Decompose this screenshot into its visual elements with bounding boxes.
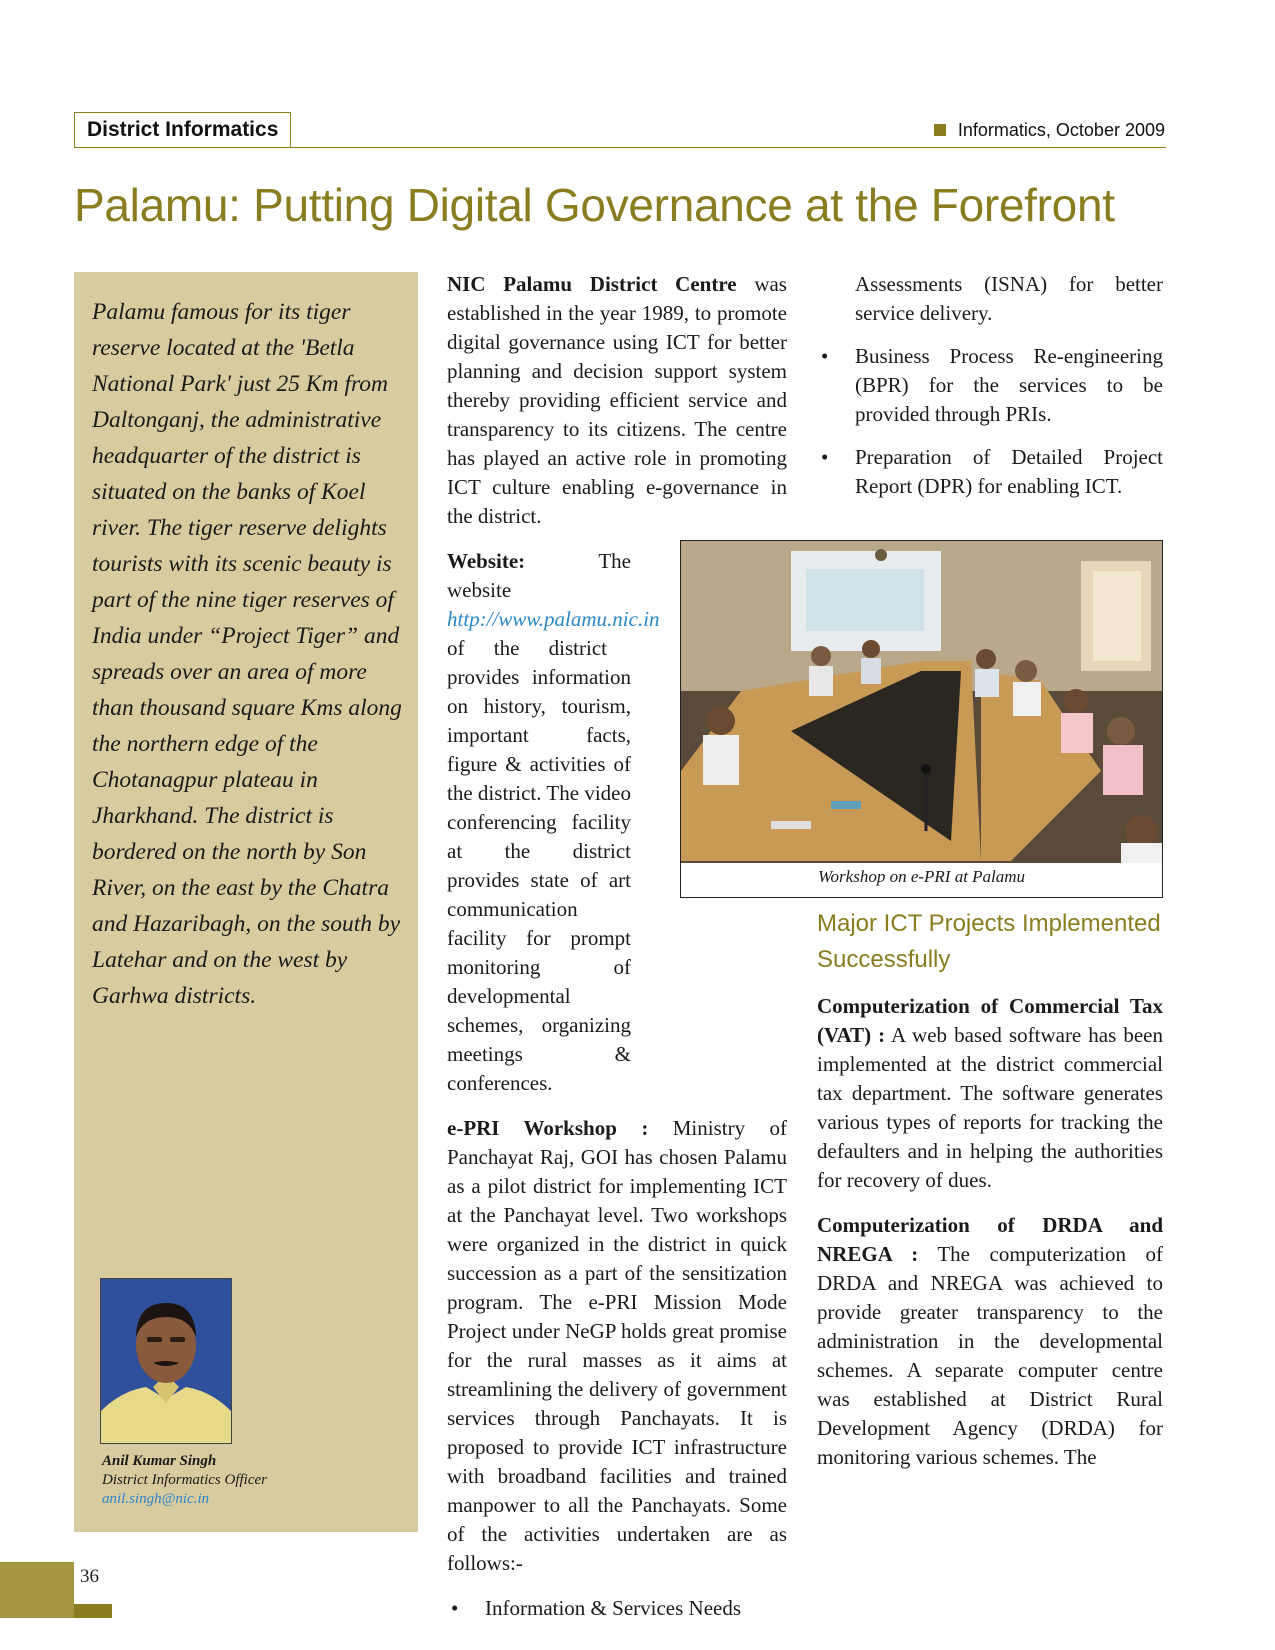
section-label: District Informatics bbox=[74, 112, 291, 147]
author-portrait-image bbox=[101, 1279, 231, 1443]
conference-room-image bbox=[681, 541, 1162, 863]
square-bullet-icon bbox=[934, 124, 946, 136]
article-column-right bbox=[817, 270, 1163, 515]
paragraph-text: The computerization of DRDA and NREGA was achieved to provide greater transparency to the administration in the developmental schemes. A separate computer centre was established at District Rural Development Agency (DRDA) for monitoring various schemes. The bbox=[817, 1242, 1163, 1469]
bullet-icon: • bbox=[821, 344, 829, 368]
list-item-text: Preparation of Detailed Project Report (DPR) for enabling ICT. bbox=[855, 445, 1163, 498]
paragraph-lead: NIC Palamu District Centre bbox=[447, 272, 737, 296]
list-item bbox=[447, 1594, 787, 1623]
paragraph-lead: e-PRI Workshop : bbox=[447, 1116, 649, 1140]
figure-box bbox=[680, 540, 1163, 898]
section-subheading: Major ICT Projects Implemented Successfully bbox=[817, 910, 1161, 973]
list-item bbox=[817, 342, 1163, 429]
sidebar-intro: Palamu famous for its tiger reserve located at the 'Betla National Park' just 25 Km from Daltonganj, the administrative headquarter of the district is situated on the banks of Koel river. The tiger reserve delights tourists with its scenic beauty is part of the nine tiger reserves of India under “Project Tiger” and spreads over an area of more than thousand square Kms along the northern edge of the Chotanagpur plateau in Jharkhand. The district is bordered on the north by Son River, on the east by the Chatra and Hazaribagh, on the south by Latehar and on the west by Garhwa districts. bbox=[92, 299, 402, 1009]
paragraph-text: was established in the year 1989, to promote digital governance using ICT for better planning and decision support system thereby providing efficient service and transparency to its citizens. The centre has played an active role in promoting ICT culture enabling e-governance in the district. bbox=[447, 272, 787, 528]
article-title: Palamu: Putting Digital Governance at the Forefront bbox=[74, 179, 1115, 231]
activity-list-continued bbox=[817, 342, 1163, 501]
paragraph-drda bbox=[817, 1211, 1163, 1472]
paragraph-lead: Computerization of DRDA and NREGA : bbox=[817, 1213, 1163, 1266]
figure-caption: Workshop on e-PRI at Palamu bbox=[817, 867, 1026, 886]
author-email-link[interactable]: anil.singh@nic.in bbox=[102, 1491, 210, 1507]
workshop-photo bbox=[681, 541, 1162, 863]
paragraph-vat bbox=[817, 992, 1163, 1195]
list-continuation: Assessments (ISNA) for better service delivery. bbox=[855, 272, 1163, 325]
issue-label bbox=[934, 120, 1165, 141]
page-number: 36 bbox=[80, 1566, 99, 1587]
issue-text: Informatics, October 2009 bbox=[957, 120, 1165, 140]
activity-list bbox=[447, 1594, 787, 1623]
paragraph-text: The website bbox=[447, 549, 631, 602]
author-info bbox=[102, 1452, 267, 1509]
website-link[interactable]: http://www.palamu.nic.in bbox=[447, 607, 660, 631]
article-column-right-lower bbox=[817, 906, 1163, 1488]
article-column-middle bbox=[447, 270, 787, 1637]
paragraph-lead: Computerization of Commercial Tax (VAT) : bbox=[817, 994, 1163, 1047]
footer-block bbox=[0, 1562, 74, 1618]
paragraph-text: Ministry of Panchayat Raj, GOI has chosen Palamu as a pilot district for implementing ICT at the Panchayat level. Two workshops were organized in the district in quick succession as a part of the sensitization program. The e-PRI Mission Mode Project under NeGP holds great promise for the rural masses as it aims at streamlining the delivery of government services through Panchayats. It is proposed to provide ICT infrastructure with broadband facilities and trained manpower to all the Panchayats. Some of the activities undertaken are as follows:- bbox=[447, 1116, 787, 1575]
paragraph-nic-centre bbox=[447, 270, 787, 531]
paragraph-text: A web based software has been implemented at the district commercial tax department. The software generates various types of reports for tracking the defaulters and in helping the authorities for recovery of dues. bbox=[817, 1023, 1163, 1192]
list-item-text: Business Process Re-engineering (BPR) for the services to be provided through PRIs. bbox=[855, 344, 1163, 426]
paragraph-lead: Website: bbox=[447, 549, 526, 573]
author-name: Anil Kumar Singh bbox=[102, 1453, 217, 1469]
bullet-icon: • bbox=[821, 445, 829, 469]
author-role: District Informatics Officer bbox=[102, 1472, 267, 1488]
list-item-text: Information & Services Needs bbox=[485, 1596, 742, 1620]
footer-bar bbox=[74, 1604, 112, 1618]
author-photo bbox=[100, 1278, 232, 1444]
bullet-icon: • bbox=[451, 1596, 459, 1620]
paragraph-text: of the district provides information on history, tourism, important facts, figure & activities of the district. The video conferencing facility at the district provides state of art communication facility for prompt monitoring of developmental schemes, organizing meetings & conferences. bbox=[447, 636, 631, 1095]
paragraph-epri bbox=[447, 1114, 787, 1578]
header-rule bbox=[74, 147, 1166, 148]
paragraph-website bbox=[447, 547, 660, 1098]
list-item bbox=[817, 443, 1163, 501]
